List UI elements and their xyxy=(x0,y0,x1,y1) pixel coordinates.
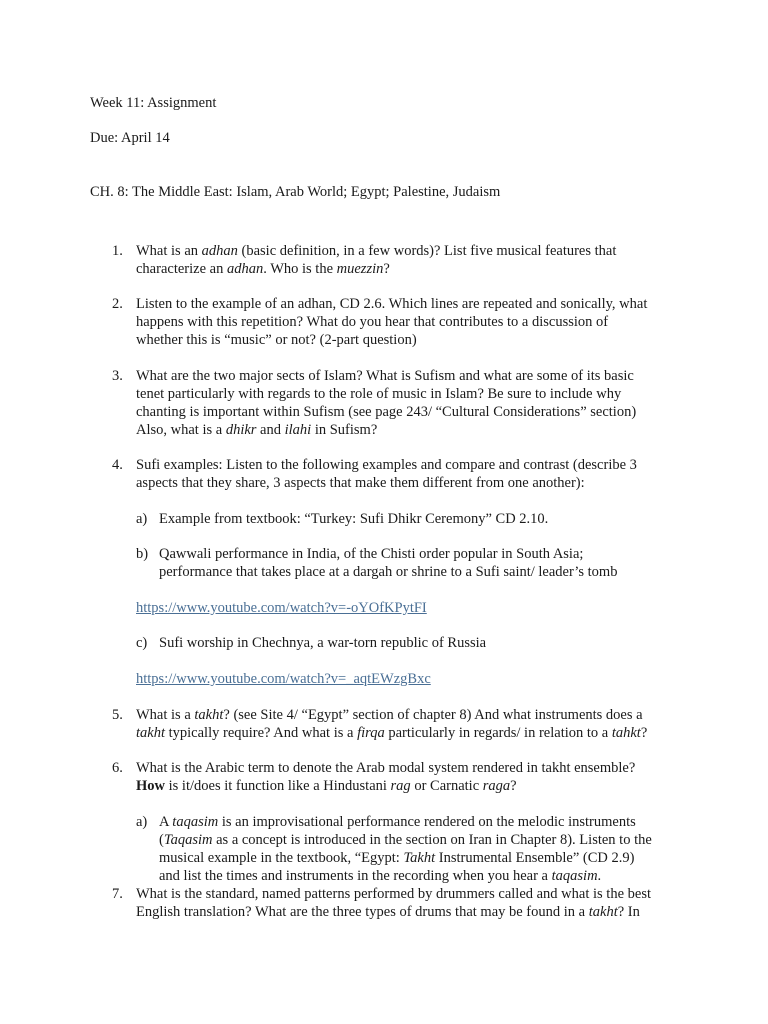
q3-number: 3. xyxy=(112,368,123,384)
q3-line3: chanting is important within Sufism (see page 243/ “Cultural Considerations” section) xyxy=(136,404,637,420)
q3-line1: What are the two major sects of Islam? What is Sufism and what are some of its basic xyxy=(136,368,634,384)
q2-line2: happens with this repetition? What do you hear that contributes to a discussion of xyxy=(136,314,609,330)
q6-line2: How is it/does it function like a Hindustani rag or Carnatic raga? xyxy=(136,778,517,794)
q4c-text: Sufi worship in Chechnya, a war-torn republic of Russia xyxy=(159,635,487,651)
week-title: Week 11: Assignment xyxy=(90,95,217,111)
q3-line4: Also, what is a dhikr and ilahi in Sufism? xyxy=(136,422,378,438)
q4a-text: Example from textbook: “Turkey: Sufi Dhikr Ceremony” CD 2.10. xyxy=(159,511,549,527)
q6a-label: a) xyxy=(136,814,148,830)
chapter-heading: CH. 8: The Middle East: Islam, Arab World; Egypt; Palestine, Judaism xyxy=(90,184,501,200)
q1-number: 1. xyxy=(112,243,123,259)
q1-line2: characterize an adhan. Who is the muezzin? xyxy=(136,261,390,277)
q4b-line2: performance that takes place at a dargah or shrine to a Sufi saint/ leader’s tomb xyxy=(159,564,618,580)
q5-line2: takht typically require? And what is a firqa particularly in regards/ in relation to a tahkt? xyxy=(136,725,648,741)
q2-line3: whether this is “music” or not? (2-part question) xyxy=(136,332,417,348)
q4-line1: Sufi examples: Listen to the following examples and compare and contrast (describe 3 xyxy=(136,457,637,473)
q6-number: 6. xyxy=(112,760,123,776)
q6-line1: What is the Arabic term to denote the Arab modal system rendered in takht ensemble? xyxy=(136,760,636,776)
q7-line2: English translation? What are the three types of drums that may be found in a takht? In xyxy=(136,904,640,920)
q4c-label: c) xyxy=(136,635,148,651)
q5-line1: What is a takht? (see Site 4/ “Egypt” section of chapter 8) And what instruments does a xyxy=(136,707,643,723)
q4b-line1: Qawwali performance in India, of the Chisti order popular in South Asia; xyxy=(159,546,584,562)
q6a-line1: A taqasim is an improvisational performance rendered on the melodic instruments xyxy=(159,814,636,830)
q6a-line3: musical example in the textbook, “Egypt: Takht Instrumental Ensemble” (CD 2.9) xyxy=(159,850,635,866)
q6a-line2: (Taqasim as a concept is introduced in the section on Iran in Chapter 8). Listen to the xyxy=(159,832,652,848)
q2-line1: Listen to the example of an adhan, CD 2.6. Which lines are repeated and sonically, what xyxy=(136,296,648,312)
chechnya-video-link[interactable]: https://www.youtube.com/watch?v=_aqtEWzgBxc xyxy=(136,671,431,687)
q5-number: 5. xyxy=(112,707,123,723)
q7-line1: What is the standard, named patterns performed by drummers called and what is the best xyxy=(136,886,651,902)
q1-line1: What is an adhan (basic definition, in a few words)? List five musical features that xyxy=(136,243,617,259)
due-date: Due: April 14 xyxy=(90,130,170,146)
q4a-label: a) xyxy=(136,511,148,527)
qawwali-video-link[interactable]: https://www.youtube.com/watch?v=-oYOfKPytFI xyxy=(136,600,427,616)
q6a-line4: and list the times and instruments in the recording when you hear a taqasim. xyxy=(159,868,602,884)
q3-line2: tenet particularly with regards to the role of music in Islam? Be sure to include why xyxy=(136,386,622,402)
q4-line2: aspects that they share, 3 aspects that make them different from one another): xyxy=(136,475,585,491)
q4-number: 4. xyxy=(112,457,123,473)
q4b-label: b) xyxy=(136,546,149,562)
q7-number: 7. xyxy=(112,886,123,902)
q2-number: 2. xyxy=(112,296,123,312)
